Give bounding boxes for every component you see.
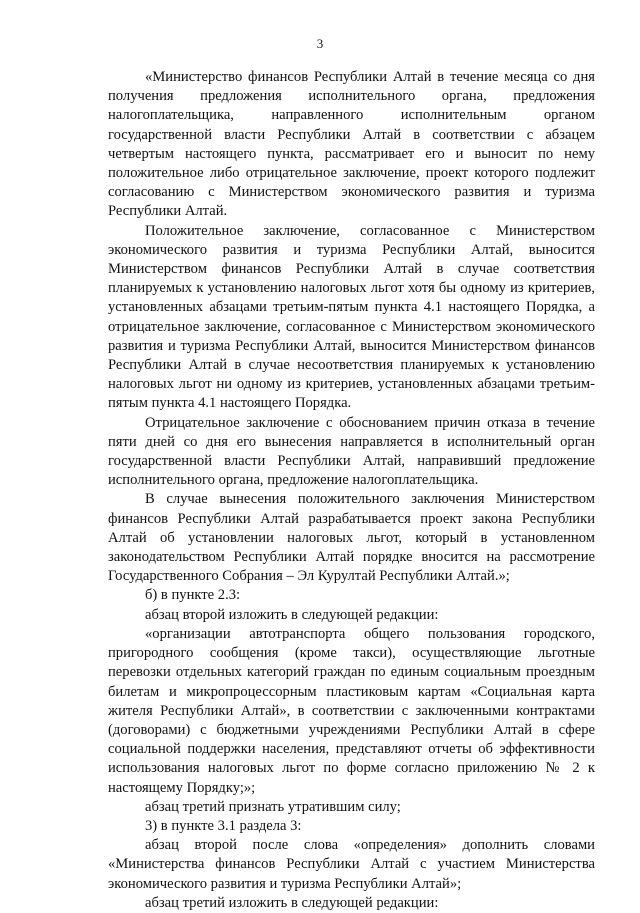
paragraph-9: 3) в пункте 3.1 раздела 3:: [145, 817, 302, 834]
paragraph-8: абзац третий признать утратившим силу;: [145, 798, 401, 815]
paragraph-2: Положительное заключение, согласованное с Министерством экономического развития и туризма Республики Алтай, выносится Министерством финансов Республики Алтай в случае соответствия планируемых к установлению налоговых льгот хотя бы одному из критериев, установленных абзацами третьим-пятым пункта 4.1 настоящего Порядка, а отрицательное заключение, согласованное с Министерством экономического развития и туризма Республики Алтай, выносится Министерством финансов Республики Алтай в случае несоответствия планируемых к установлению налоговых льгот ни одному из критериев, установленных абзацами третьим-пятым пункта 4.1 настоящего Порядка.: [108, 222, 595, 412]
paragraph-10: абзац второй после слова «определения» дополнить словами «Министерства финансов Республики Алтай с участием Министерства экономического развития и туризма Республики Алтай»;: [108, 837, 595, 892]
document-body: [108, 68, 595, 913]
paragraph-1: «Министерство финансов Республики Алтай в течение месяца со дня получения предложения исполнительного органа, предложения налогоплательщика, направленного исполнительным органом государственной власти Республики Алтай в соответствии с абзацем четвертым настоящего пункта, рассматривает его и выносит по нему положительное либо отрицательное заключение, проект которого подлежит согласованию с Министерством экономического развития и туризма Республики Алтай.: [108, 69, 595, 220]
paragraph-7: «организации автотранспорта общего пользования городского, пригородного сообщения (кроме такси), осуществляющие льготные перевозки отдельных категорий граждан по единым социальным проездным билетам и микропроцессорным пластиковым картам «Социальная карта жителя Республики Алтай», в соответствии с заключенными контрактами (договорами) с бюджетными учреждениями Республики Алтай в сфере социальной поддержки населения, представляют отчеты об эффективности использования налоговых льгот по форме согласно приложению № 2 к настоящему Порядку;»;: [108, 625, 595, 796]
paragraph-4: В случае вынесения положительного заключения Министерством финансов Республики Алтай разрабатывается проект закона Республики Алтай об установлении налоговых льгот, который в установленном законодательством Республики Алтай порядке вносится на рассмотрение Государственного Собрания – Эл Курултай Республики Алтай.»;: [108, 491, 595, 585]
paragraph-6: абзац второй изложить в следующей редакции:: [145, 606, 439, 623]
paragraph-5: б) в пункте 2.3:: [145, 587, 241, 604]
page-number: 3: [316, 36, 324, 51]
paragraph-3: Отрицательное заключение с обоснованием причин отказа в течение пяти дней со дня его вынесения направляется в исполнительный орган государственной власти Республики Алтай, направивший предложение исполнительного органа, предложение налогоплательщика.: [108, 414, 595, 489]
paragraph-11: абзац третий изложить в следующей редакции:: [145, 894, 439, 911]
